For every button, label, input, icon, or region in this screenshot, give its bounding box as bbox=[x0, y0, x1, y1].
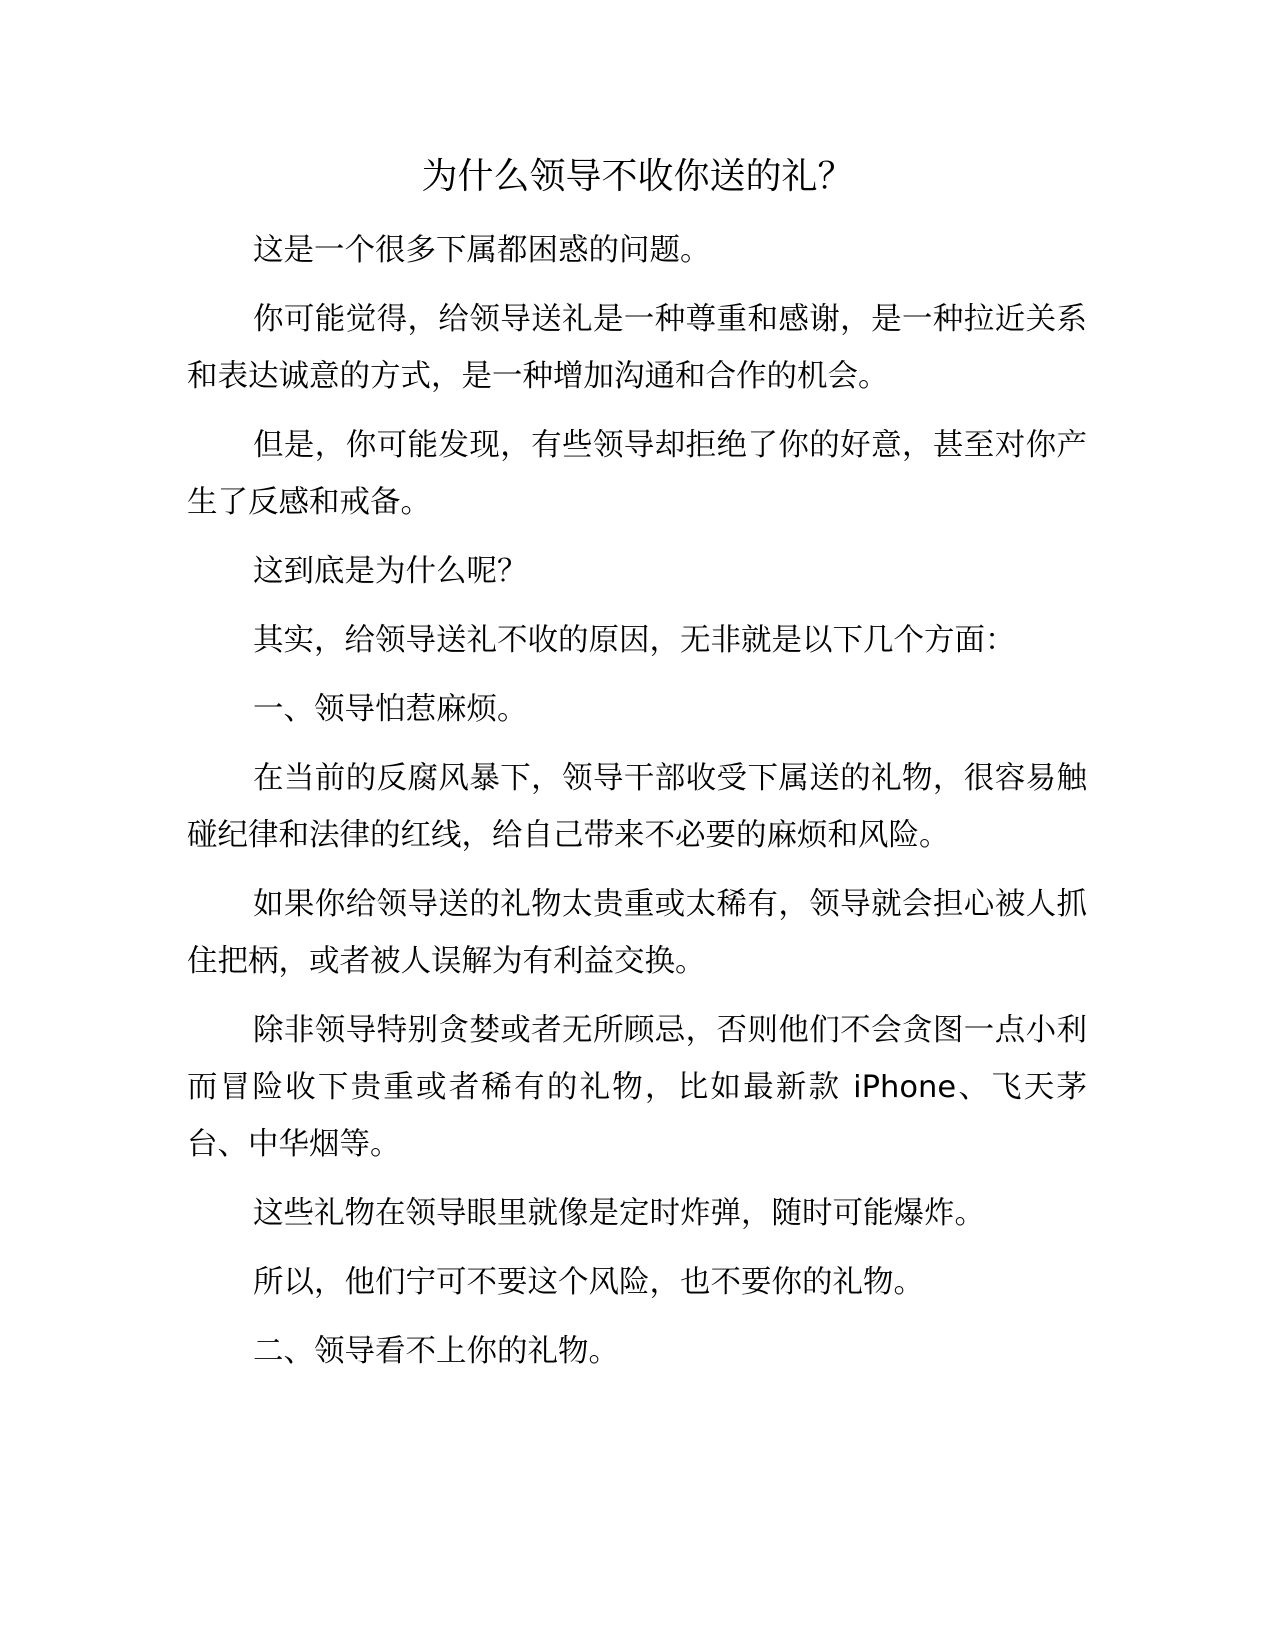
section-heading: 二、领导看不上你的礼物。 bbox=[253, 1334, 619, 1369]
paragraph: 这些礼物在领导眼里就像是定时炸弹，随时可能爆炸。 bbox=[253, 1196, 985, 1231]
section-heading: 一、领导怕惹麻烦。 bbox=[253, 692, 528, 727]
paragraph: 除非领导特别贪婪或者无所顾忌，否则他们不会贪图一点小利而冒险收下贵重或者稀有的礼物，比如最新款 iPhone、飞天茅台、中华烟等。 bbox=[187, 1013, 1087, 1162]
paragraph: 但是，你可能发现，有些领导却拒绝了你的好意，甚至对你产生了反感和戒备。 bbox=[187, 428, 1087, 520]
paragraph: 如果你给领导送的礼物太贵重或太稀有，领导就会担心被人抓住把柄，或者被人误解为有利益交换。 bbox=[187, 887, 1087, 979]
document-title: 为什么领导不收你送的礼？ bbox=[421, 156, 854, 197]
paragraph: 所以，他们宁可不要这个风险，也不要你的礼物。 bbox=[253, 1265, 924, 1300]
document-body bbox=[187, 222, 1087, 1392]
paragraph: 其实，给领导送礼不收的原因，无非就是以下几个方面： bbox=[253, 623, 1016, 658]
paragraph: 在当前的反腐风暴下，领导干部收受下属送的礼物，很容易触碰纪律和法律的红线，给自己带来不必要的麻烦和风险。 bbox=[187, 761, 1087, 853]
paragraph: 这是一个很多下属都困惑的问题。 bbox=[253, 233, 711, 268]
paragraph: 这到底是为什么呢？ bbox=[253, 554, 528, 589]
paragraph: 你可能觉得，给领导送礼是一种尊重和感谢，是一种拉近关系和表达诚意的方式，是一种增加沟通和合作的机会。 bbox=[187, 302, 1087, 394]
